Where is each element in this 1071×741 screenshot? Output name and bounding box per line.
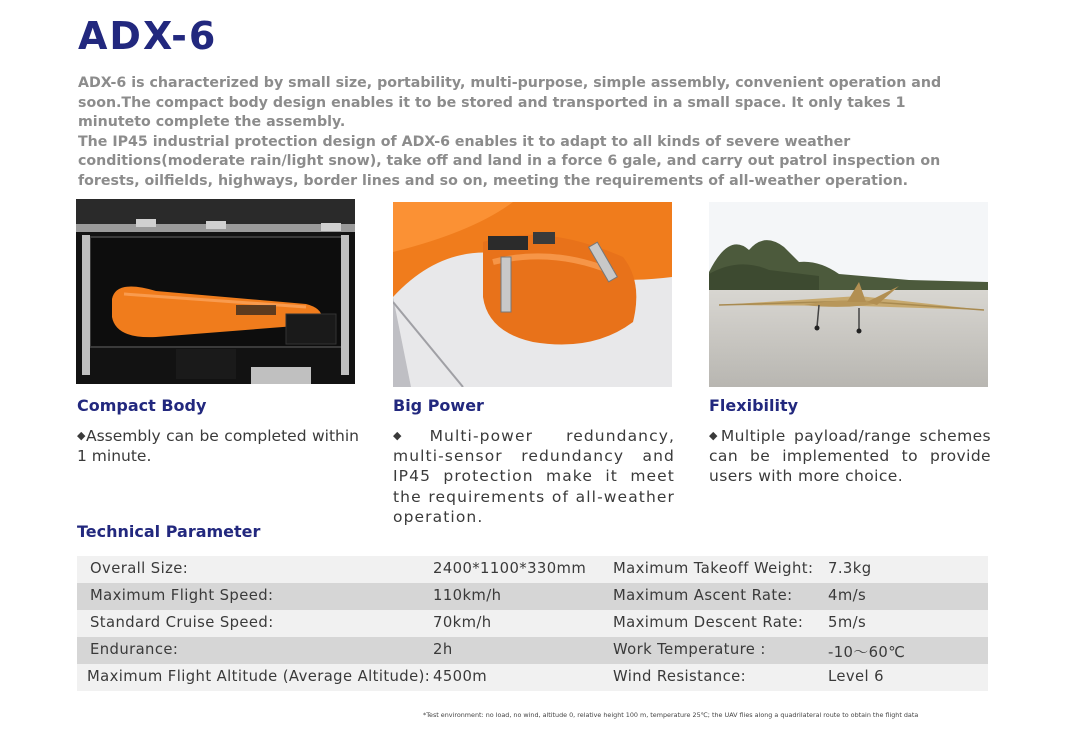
param-value: 7.3kg [828,560,872,577]
param-label: Endurance: [90,641,179,658]
technical-parameter-table [77,556,988,691]
compact-body-photo [76,199,355,384]
param-label: Overall Size: [90,560,189,577]
table-row [77,610,988,637]
feature-title-flexibility: Flexibility [709,396,799,415]
feature-description: Assembly can be completed within 1 minute. [77,427,359,466]
param-value: 4m/s [828,587,867,604]
feature-description: Multiple payload/range schemes can be implemented to provide users with more choice. [709,427,991,486]
feature-text-flexibility [709,426,991,487]
table-row [77,664,988,691]
table-row [77,556,988,583]
diamond-bullet-icon: ◆ [77,429,86,442]
product-title: ADX-6 [78,14,218,58]
table-row [77,583,988,610]
flexibility-photo [709,202,988,387]
feature-title-compact-body: Compact Body [77,396,207,415]
param-label: Wind Resistance: [613,668,747,685]
param-value: 110km/h [433,587,502,604]
param-value: 5m/s [828,614,867,631]
param-value: 2400*1100*330mm [433,560,587,577]
param-value: -10～60℃ [828,644,906,661]
diamond-bullet-icon: ◆ [393,429,430,442]
test-environment-footnote: *Test environment: no load, no wind, altitude 0, relative height 100 m, temperature 25℃; the UAV flies along a quadrilateral route to obtain the flight data [423,711,919,719]
param-value: 4500m [433,668,488,685]
param-label: Standard Cruise Speed: [90,614,274,631]
big-power-photo [393,202,672,387]
table-row [77,637,988,664]
feature-text-compact-body [77,426,359,466]
param-label: Maximum Ascent Rate: [613,587,793,604]
feature-text-big-power [393,426,675,527]
param-label: Maximum Takeoff Weight: [613,560,814,577]
param-value: 70km/h [433,614,492,631]
intro-text [78,74,983,191]
param-value: Level 6 [828,668,884,685]
feature-description: Multi-power redundancy, multi-sensor redundancy and IP45 protection make it meet the requirements of all-weather operation. [393,427,676,526]
param-label: Maximum Flight Altitude (Average Altitude): [87,668,431,685]
param-label: Maximum Flight Speed: [90,587,274,604]
param-label: Work Temperature : [613,641,766,658]
technical-parameter-heading: Technical Parameter [77,522,261,541]
intro-paragraph-1: ADX-6 is characterized by small size, portability, multi-purpose, simple assembly, convenient operation and soon.The compact body design enables it to be stored and transported in a small space. It only takes 1 minuteto complete the assembly. [78,75,942,130]
diamond-bullet-icon: ◆ [709,429,721,442]
param-value: 2h [433,641,453,658]
intro-paragraph-2: The IP45 industrial protection design of ADX-6 enables it to adapt to all kinds of severe weather conditions(moderate rain/light snow), take off and land in a force 6 gale, and carry out patrol inspection on forests, oilfields, highways, border lines and so on, meeting the requirements of all-weather operation. [78,133,941,189]
param-label: Maximum Descent Rate: [613,614,804,631]
feature-title-big-power: Big Power [393,396,484,415]
